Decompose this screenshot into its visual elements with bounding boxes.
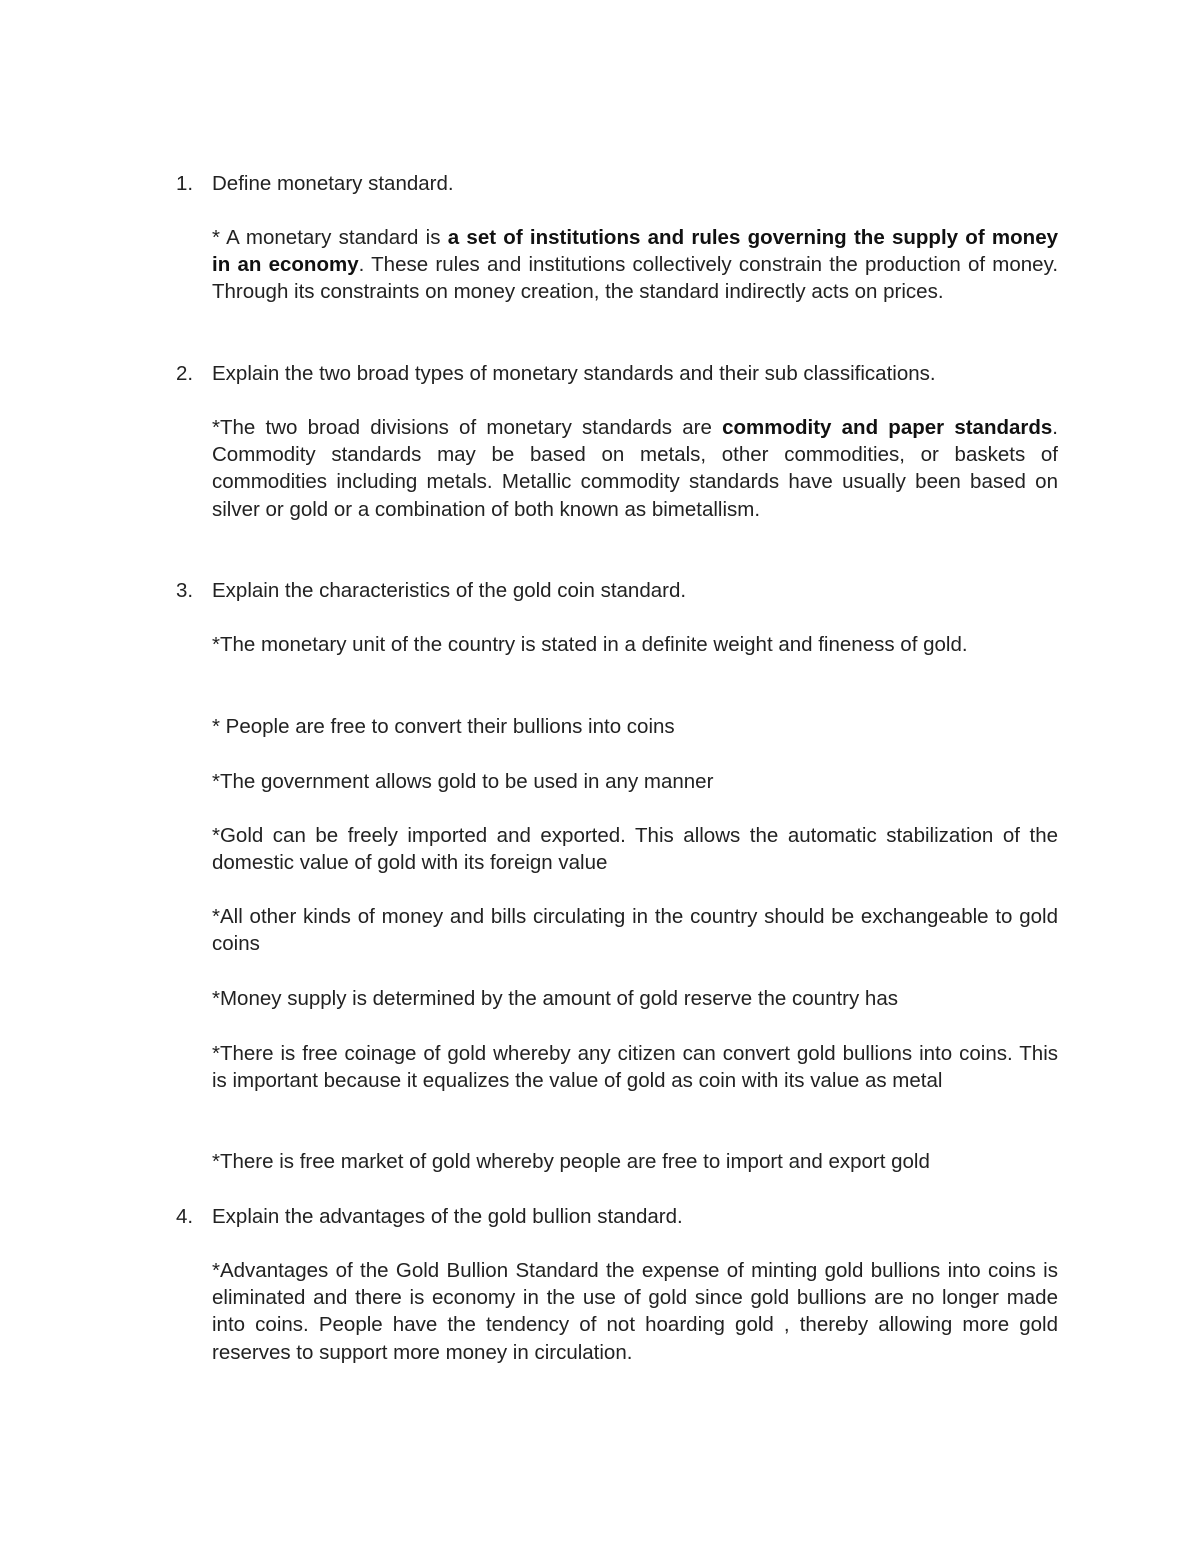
- answer-paragraph: *The government allows gold to be used in any manner: [212, 770, 714, 793]
- question-number: 2.: [176, 362, 194, 385]
- answer-paragraph: *Advantages of the Gold Bullion Standard the expense of minting gold bullions into coins is eliminated and there is economy in the use of gold since gold bullions are no longer made into coins. People have the tendency of not hoarding gold , thereby allowing more gold reserves to support more money in circulation.: [212, 1259, 1058, 1364]
- answer-text: *The two broad divisions of monetary standards are: [212, 416, 723, 439]
- answer-paragraph: *The monetary unit of the country is stated in a definite weight and fineness of gold.: [212, 633, 968, 656]
- question-number: 4.: [176, 1205, 194, 1228]
- answer-paragraph: [212, 224, 1058, 306]
- question-text: Explain the characteristics of the gold coin standard.: [212, 579, 687, 602]
- question-number: 1.: [176, 172, 194, 195]
- answer-bold-text: commodity and paper standards: [722, 416, 1053, 439]
- answer-text: . Commodity standards may be based on metals, other commodities, or baskets of commodities including metals. Metallic commodity standards have usually been based on silver or gold or a combination of both known as bimetallism.: [212, 416, 1058, 521]
- answer-paragraph: * People are free to convert their bullions into coins: [212, 715, 675, 738]
- question-number: 3.: [176, 579, 194, 602]
- answer-paragraph: *There is free coinage of gold whereby any citizen can convert gold bullions into coins. This is important because it equalizes the value of gold as coin with its value as metal: [212, 1042, 1058, 1093]
- question-text: Explain the advantages of the gold bullion standard.: [212, 1205, 683, 1228]
- answer-paragraph: [212, 414, 1058, 523]
- answer-paragraph: *All other kinds of money and bills circulating in the country should be exchangeable to gold coins: [212, 905, 1058, 956]
- answer-bold-text: a set of institutions and rules governing the supply of money in an economy: [212, 226, 1058, 277]
- answer-paragraph: *There is free market of gold whereby people are free to import and export gold: [212, 1150, 930, 1173]
- answer-paragraph: *Money supply is determined by the amount of gold reserve the country has: [212, 987, 898, 1010]
- question-text: Explain the two broad types of monetary standards and their sub classifications.: [212, 362, 936, 385]
- answer-paragraph: *Gold can be freely imported and exported. This allows the automatic stabilization of the domestic value of gold with its foreign value: [212, 824, 1058, 875]
- answer-text: * A monetary standard is: [212, 226, 448, 249]
- answer-text: . These rules and institutions collectively constrain the production of money. Through its constraints on money creation, the standard indirectly acts on prices.: [212, 253, 1059, 304]
- question-text: Define monetary standard.: [212, 172, 454, 195]
